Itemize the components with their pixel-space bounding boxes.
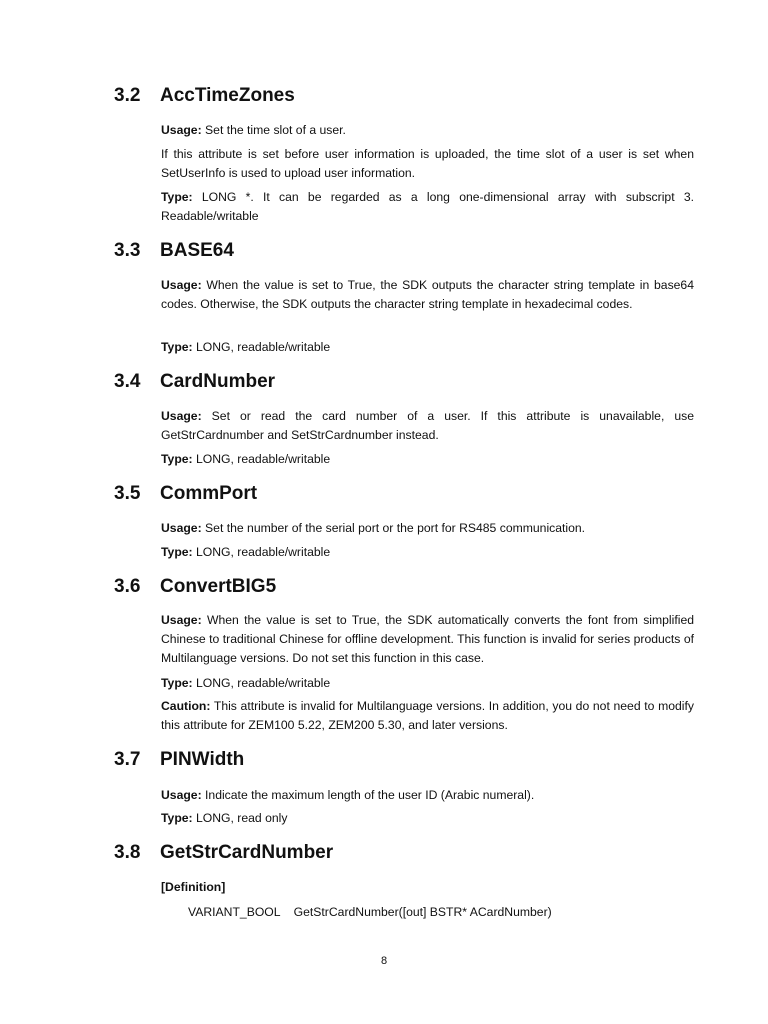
- section-number: 3.3: [114, 240, 141, 261]
- usage-text: Set the time slot of a user.: [205, 123, 346, 137]
- type-text: LONG, read only: [196, 811, 288, 825]
- section-heading-pinwidth: [114, 748, 244, 772]
- section-title: BASE64: [160, 240, 234, 261]
- usage-label: Usage:: [161, 278, 202, 292]
- section-heading-cardnumber: [114, 370, 275, 394]
- page-number: 8: [380, 955, 388, 967]
- definition-label: [Definition]: [161, 880, 226, 894]
- type-label: Type:: [161, 676, 193, 690]
- usage-paragraph: [161, 407, 694, 445]
- usage-text: Indicate the maximum length of the user ID (Arabic numeral).: [205, 788, 535, 802]
- type-text: LONG *. It can be regarded as a long one-dimensional array with subscript 3. Readable/writable: [161, 190, 694, 223]
- section-number: 3.6: [114, 576, 141, 597]
- usage-label: Usage:: [161, 123, 202, 137]
- section-number: 3.5: [114, 483, 141, 504]
- type-text: LONG, readable/writable: [196, 340, 331, 354]
- section-heading-base64: [114, 239, 234, 263]
- caution-text: This attribute is invalid for Multilanguage versions. In addition, you do not need to modify this attribute for ZEM100 5.22, ZEM200 5.30, and later versions.: [161, 699, 694, 732]
- section-title: PINWidth: [160, 749, 245, 770]
- section-heading-acctimezones: [114, 84, 295, 108]
- description-paragraph: If this attribute is set before user information is uploaded, the time slot of a user is set when SetUserInfo is used to upload user information.: [161, 147, 694, 180]
- usage-label: Usage:: [161, 521, 202, 535]
- caution-paragraph: [161, 697, 694, 735]
- usage-text: Set or read the card number of a user. If this attribute is unavailable, use GetStrCardnumber and SetStrCardnumber instead.: [161, 409, 694, 442]
- section-number: 3.8: [114, 842, 141, 863]
- usage-text: When the value is set to True, the SDK automatically converts the font from simplified Chinese to traditional Chinese for offline development. This function is invalid for series products of Multilanguage versions. Do not set this function in this case.: [161, 613, 694, 665]
- section-number: 3.4: [114, 371, 141, 392]
- usage-paragraph: [161, 276, 694, 314]
- section-title: GetStrCardNumber: [160, 842, 334, 863]
- type-label: Type:: [161, 190, 193, 204]
- section-title: ConvertBIG5: [160, 576, 277, 597]
- type-label: Type:: [161, 545, 193, 559]
- type-label: Type:: [161, 811, 193, 825]
- section-title: AccTimeZones: [160, 85, 295, 106]
- usage-label: Usage:: [161, 788, 202, 802]
- type-paragraph: [161, 450, 694, 469]
- type-label: Type:: [161, 452, 193, 466]
- type-text: LONG, readable/writable: [196, 452, 331, 466]
- usage-paragraph: [161, 611, 694, 668]
- definition-code: VARIANT_BOOL GetStrCardNumber([out] BSTR* ACardNumber): [188, 905, 552, 919]
- usage-label: Usage:: [161, 409, 202, 423]
- type-paragraph: [161, 809, 694, 828]
- section-number: 3.2: [114, 85, 141, 106]
- usage-paragraph: [161, 786, 694, 805]
- section-title: CardNumber: [160, 371, 276, 392]
- type-text: LONG, readable/writable: [196, 676, 331, 690]
- type-text: LONG, readable/writable: [196, 545, 331, 559]
- section-heading-commport: [114, 482, 257, 506]
- section-heading-convertbig5: [114, 575, 276, 599]
- usage-label: Usage:: [161, 613, 202, 627]
- usage-text: Set the number of the serial port or the port for RS485 communication.: [205, 521, 586, 535]
- type-label: Type:: [161, 340, 193, 354]
- usage-paragraph: [161, 121, 694, 140]
- type-paragraph: [161, 188, 694, 226]
- section-number: 3.7: [114, 749, 141, 770]
- type-paragraph: [161, 543, 694, 562]
- type-paragraph: [161, 674, 694, 693]
- usage-paragraph: [161, 519, 694, 538]
- caution-label: Caution:: [161, 699, 211, 713]
- section-title: CommPort: [160, 483, 258, 504]
- type-paragraph: [161, 338, 694, 357]
- usage-text: When the value is set to True, the SDK outputs the character string template in base64 codes. Otherwise, the SDK outputs the character string template in hexadecimal codes.: [161, 278, 694, 311]
- section-heading-getstrcardnumber: [114, 841, 333, 865]
